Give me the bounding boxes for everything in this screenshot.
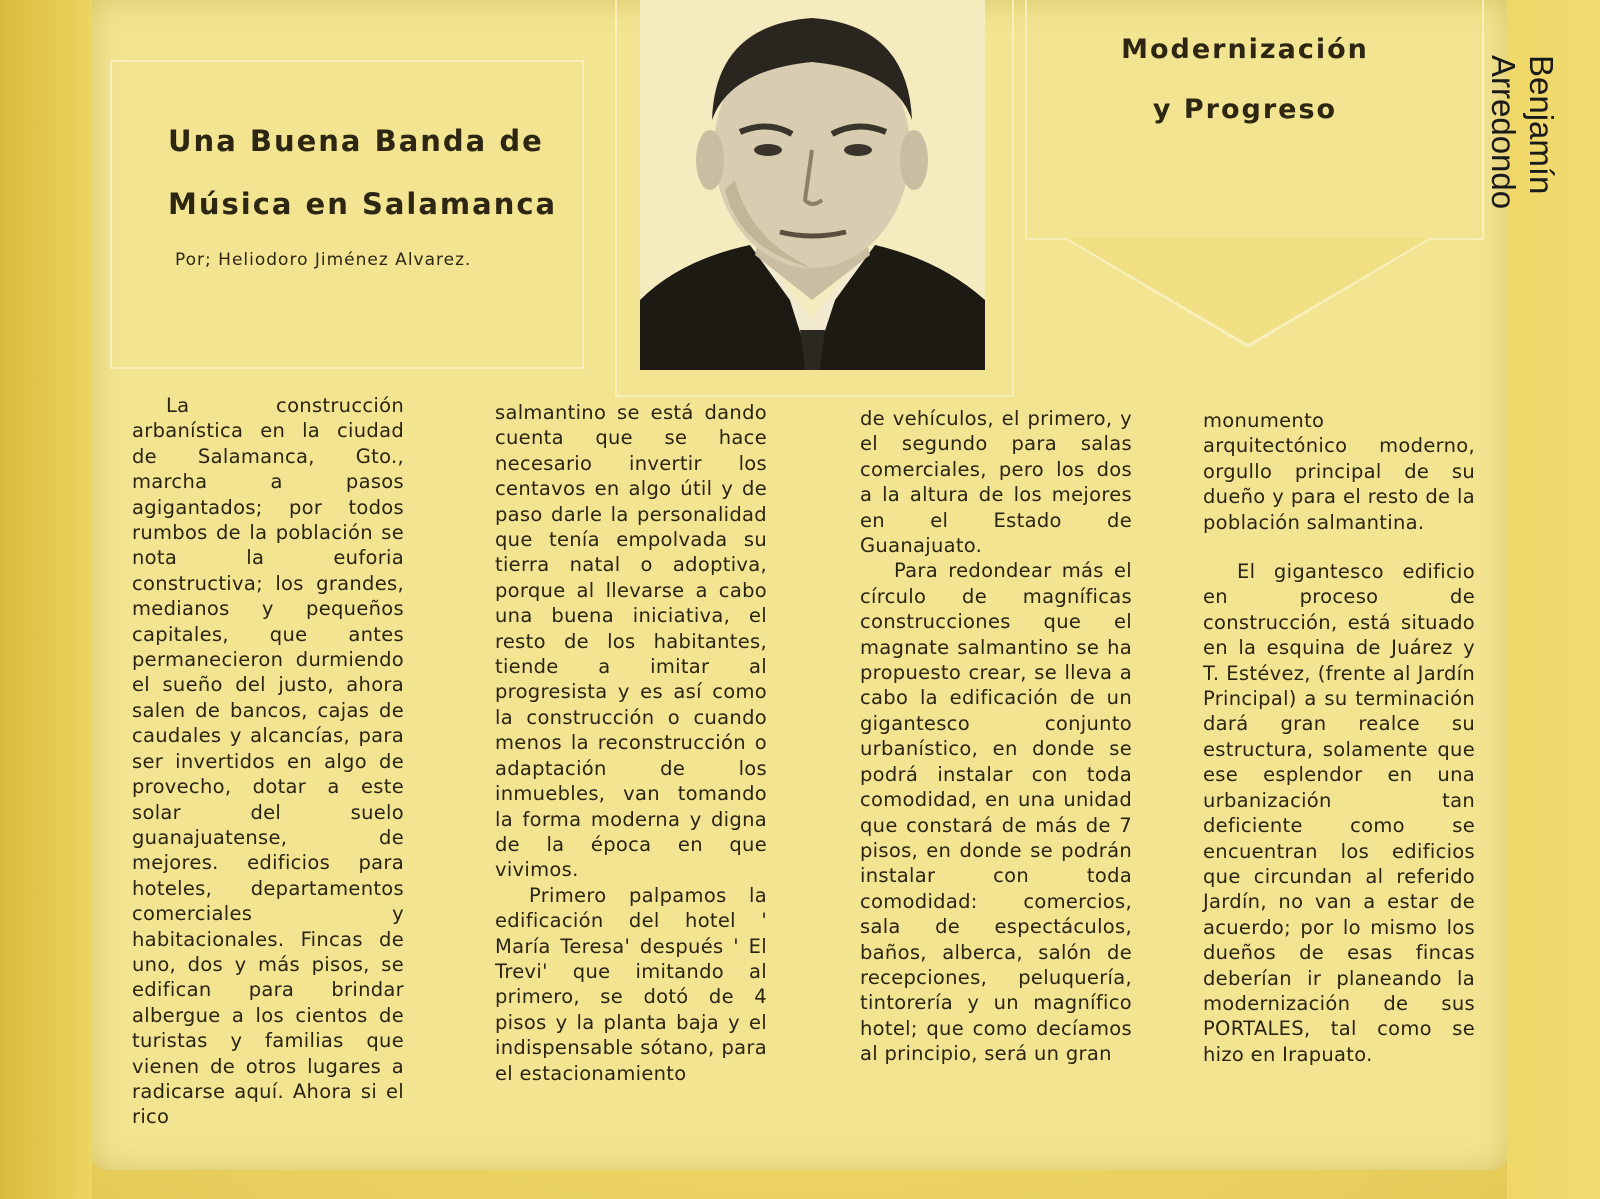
left-article-title: [168, 110, 588, 236]
photographer-watermark: Benjamín Arredondo: [1485, 55, 1560, 210]
right-article-title: [1110, 20, 1380, 140]
portrait-photo: [640, 0, 985, 370]
column-4-paragraph-1: monumento arquitectónico moderno, orgullo principal de su dueño y para el resto de la población salmantina.: [1203, 409, 1475, 534]
left-title-line-2: Música en Salamanca: [168, 187, 558, 221]
portrait-illustration: [640, 0, 985, 370]
right-title-line-1: Modernización: [1121, 34, 1369, 65]
column-3-paragraph-2: Para redondear más el círculo de magníficas construcciones que el magnate salmantino se ha propuesto crear, se lleva a cabo la edificación de un gigantesco conjunto urbanístico, en donde se podrá instalar con toda comodidad, en una unidad que constará de más de 7 pisos, en donde se podrán instalar con toda comodidad: comercios, sala de espectáculos, baños, alberca, salón de recepciones, peluquería, tintorería y un magnífico hotel; que como decíamos al principio, será un gran: [860, 559, 1132, 1066]
column-2-paragraph-1: salmantino se está dando cuenta que se hace necesario invertir los centavos en algo útil y de paso darle la personalidad que tenía empolvada su tierra natal o adoptiva, porque al llevarse a cabo una buena iniciativa, el resto de los habitantes, tiende a imitar al progresista y es así como la construcción o cuando menos la reconstrucción o adaptación de los inmuebles, van tomando la forma moderna y digna de la época en que vivimos.: [495, 401, 767, 882]
byline: Por; Heliodoro Jiménez Alvarez.: [175, 250, 472, 270]
right-title-line-2: y Progreso: [1152, 94, 1338, 125]
scan-left-edge: [0, 0, 92, 1199]
text-column-2: [495, 400, 767, 1086]
left-title-line-1: Una Buena Banda de: [168, 124, 544, 158]
right-frame-chevron-inner: [1067, 238, 1429, 344]
text-column-1: [132, 393, 404, 1130]
column-2-paragraph-2: Primero palpamos la edificación del hotel ' María Teresa' después ' El Trevi' que imitando al primero, se dotó de 4 pisos y la planta baja y el indispensable sótano, para el estacionamiento: [495, 883, 767, 1085]
text-column-3: [860, 406, 1132, 1067]
column-1-paragraph-1: La construcción arbanística en la ciudad de Salamanca, Gto., marcha a pasos agigantados; por todos rumbos de la población se nota la euforia constructiva; los grandes, medianos y pequeños capitales, que antes permanecieron durmiendo el sueño del justo, ahora salen de bancos, cajas de caudales y alcancías, para ser invertidos en algo de provecho, dotar a este solar del suelo guanajuatense, de mejores. edificios para hoteles, departamentos comerciales y habitacionales. Fincas de uno, dos y más pisos, se edifican para brindar albergue a los cientos de turistas y familias que vienen de otros lugares a radicarse aquí. Ahora si el rico: [132, 394, 404, 1129]
column-4-paragraph-2: El gigantesco edificio en proceso de construcción, está situado en la esquina de Juárez y T. Estévez, (frente al Jardín Principal) a su terminación dará gran realce su estructura, solamente que ese esplendor en una urbanización tan deficiente como se encuentran los edificios que circundan al referido Jardín, no van a estar de acuerdo; por lo mismo los dueños de esas fincas deberían ir planeando la modernización de sus PORTALES, tal como se hizo en Irapuato.: [1203, 560, 1475, 1066]
column-3-paragraph-1: de vehículos, el primero, y el segundo para salas comerciales, pero los dos a la altura de los mejores en el Estado de Guanajuato.: [860, 407, 1132, 558]
text-column-4: [1203, 408, 1475, 1067]
